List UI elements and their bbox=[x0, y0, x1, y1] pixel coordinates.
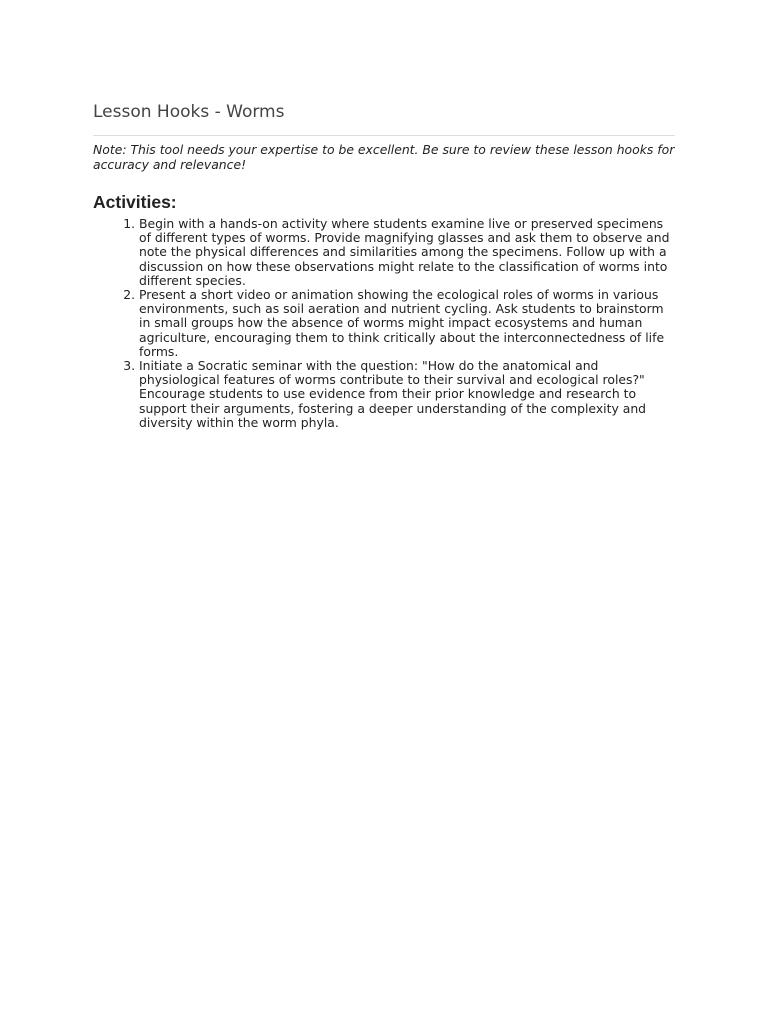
page-title: Lesson Hooks - Worms bbox=[93, 102, 285, 122]
activity-item-3: 3. Initiate a Socratic seminar with the question: "How do the anatomical and physiological features of worms contribute to their survival and ecological roles?" Encourage students to use evidence from their prior knowledge and research to support their arguments, fostering a deeper understanding of the complexity and diversity within the worm phyla. bbox=[139, 359, 675, 430]
review-note: Note: This tool needs your expertise to be excellent. Be sure to review these lesson hooks for accuracy and relevance! bbox=[93, 142, 675, 172]
activity-item-1: 1. Begin with a hands-on activity where students examine live or preserved specimens of different types of worms. Provide magnifying glasses and ask them to observe and note the physical differences and similarities among the specimens. Follow up with a discussion on how these observations might relate to the classification of worms into different species. bbox=[139, 217, 675, 288]
activity-item-2: 2. Present a short video or animation showing the ecological roles of worms in various environments, such as soil aeration and nutrient cycling. Ask students to brainstorm in small groups how the absence of worms might impact ecosystems and human agriculture, encouraging them to think critically about the interconnectedness of life forms. bbox=[139, 288, 675, 359]
activities-heading: Activities: bbox=[93, 192, 177, 212]
title-divider bbox=[93, 135, 675, 136]
activities-list bbox=[93, 217, 675, 430]
document-page bbox=[93, 100, 675, 430]
